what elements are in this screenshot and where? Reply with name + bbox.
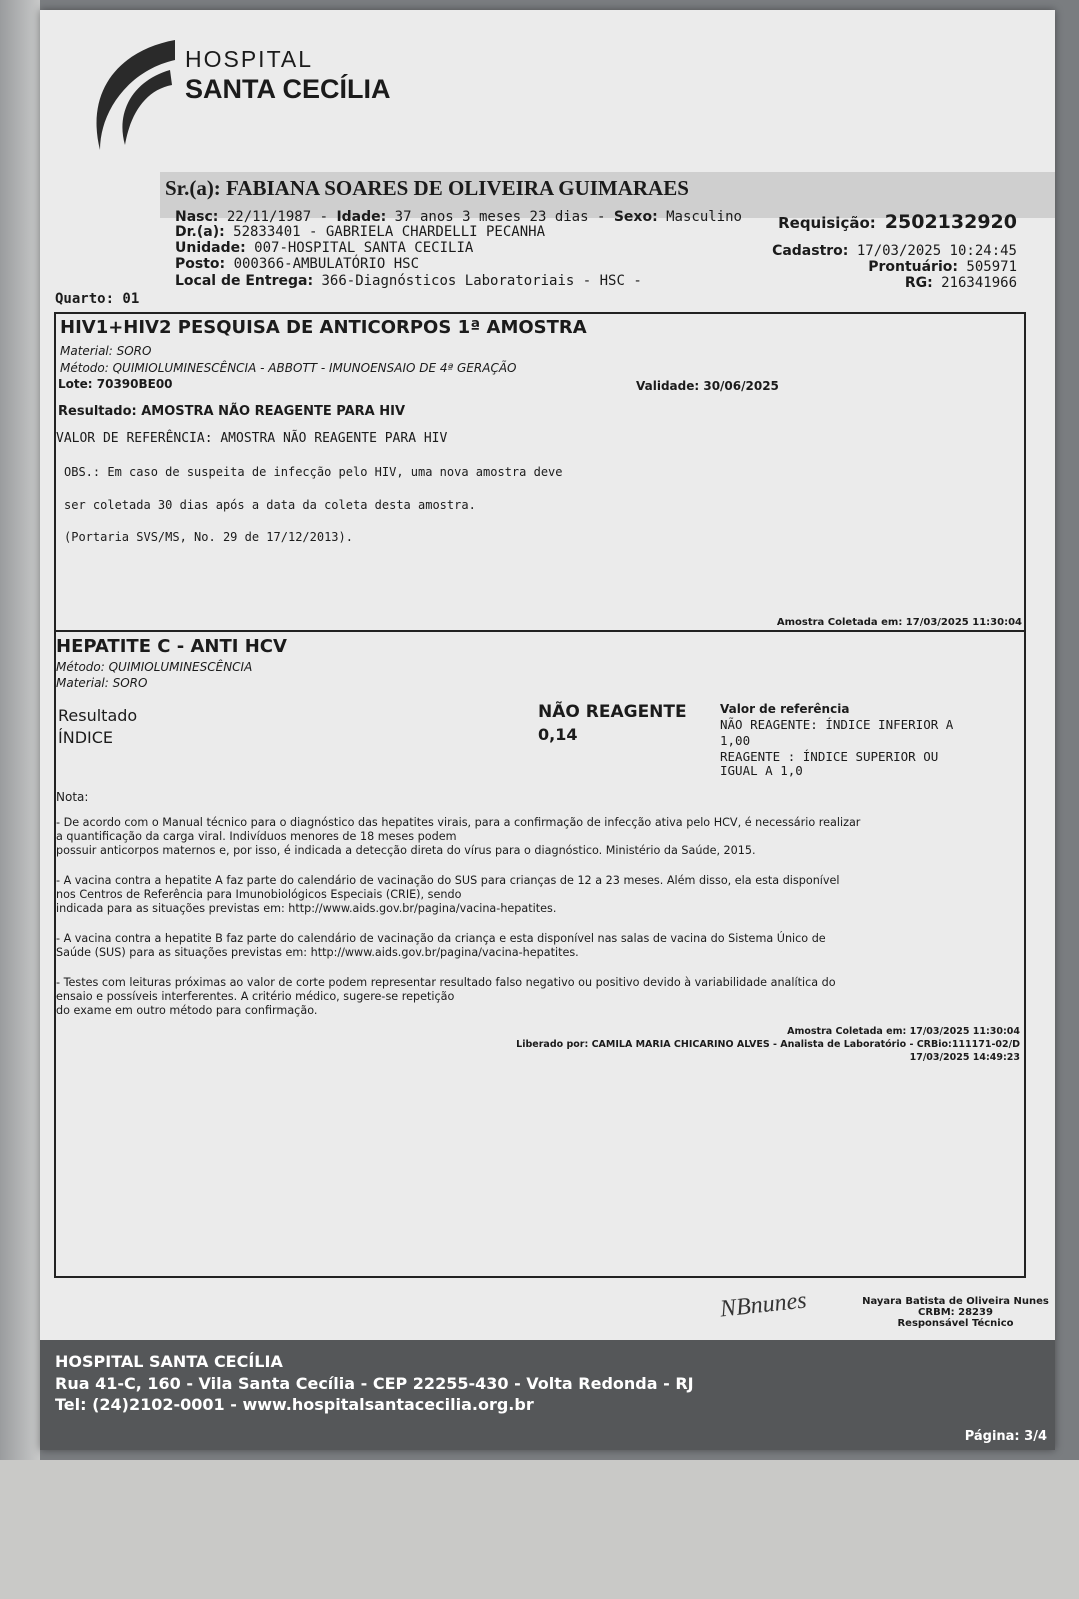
hiv-obs-line3: (Portaria SVS/MS, No. 29 de 17/12/2013). — [64, 530, 353, 544]
page-number: Página: 3/4 — [964, 1429, 1047, 1444]
hiv-obs-line1: OBS.: Em caso de suspeita de infecção pelo HIV, uma nova amostra deve — [64, 465, 563, 479]
hiv-method: Método: QUIMIOLUMINESCÊNCIA - ABBOTT - IMUNOENSAIO DE 4ª GERAÇÃO — [60, 361, 517, 375]
hcv-result-value: NÃO REAGENTE — [538, 702, 687, 722]
record-number: Prontuário: 505971 — [868, 259, 1017, 275]
room-label: Quarto: 01 — [55, 291, 140, 307]
lab-report-page — [40, 10, 1055, 1450]
footer-contact: Tel: (24)2102-0001 - www.hospitalsantacecilia.org.br — [55, 1395, 534, 1414]
note-3: - A vacina contra a hepatite B faz parte do calendário de vacinação da criança e esta disponível nas salas de vacina do Sistema Único de Saúde (SUS) para as situações previstas em: http://www.aids.gov.br/pagina/vacina-hepatites. — [56, 932, 826, 959]
technician-role: Responsável Técnico — [897, 1318, 1014, 1329]
hospital-name-line2: SANTA CECÍLIA — [185, 74, 391, 104]
doctor-line: Dr.(a): 52833401 - GABRIELA CHARDELLI PECANHA — [175, 224, 546, 240]
hcv-collected: Amostra Coletada em: 17/03/2025 11:30:04 — [787, 1026, 1020, 1037]
hcv-ref-line3: REAGENTE : ÍNDICE SUPERIOR OU — [720, 749, 939, 764]
hiv-material: Material: SORO — [60, 344, 152, 358]
registration-date: Cadastro: 17/03/2025 10:24:45 — [772, 243, 1017, 259]
hcv-ref-line1: NÃO REAGENTE: ÍNDICE INFERIOR A — [720, 717, 954, 732]
patient-name: Sr.(a): FABIANA SOARES DE OLIVEIRA GUIMARAES — [165, 176, 689, 200]
hcv-ref-line2: 1,00 — [720, 733, 751, 748]
technician-name: Nayara Batista de Oliveira Nunes — [862, 1296, 1049, 1307]
note-2: - A vacina contra a hepatite A faz parte do calendário de vacinação do SUS para crianças de 12 a 23 meses. Além disso, ela esta disponível nos Centros de Referência para Imunobiológicos Especiais (CRIE), sendo indicada para as situações previstas em: http://www.aids.gov.br/pagina/vacina-hepatites. — [56, 874, 840, 915]
hiv-lot: Lote: 70390BE00 — [58, 377, 173, 391]
hiv-title: HIV1+HIV2 PESQUISA DE ANTICORPOS 1ª AMOSTRA — [60, 317, 587, 338]
technician-crbm: CRBM: 28239 — [918, 1307, 993, 1318]
hospital-name-line1: HOSPITAL — [185, 46, 314, 72]
hospital-logo-icon — [80, 30, 180, 160]
requisition: Requisição: 2502132920 — [778, 211, 1017, 233]
hiv-collected: Amostra Coletada em: 17/03/2025 11:30:04 — [776, 617, 1022, 628]
patient-birth-line: Nasc: 22/11/1987 - Idade: 37 anos 3 meses 23 dias - Sexo: Masculino — [175, 209, 742, 225]
hcv-result-label: Resultado — [58, 706, 138, 725]
hcv-section — [54, 628, 1026, 1278]
footer — [40, 1340, 1055, 1450]
hiv-section — [54, 312, 1026, 632]
hiv-validity: Validade: 30/06/2025 — [636, 379, 779, 393]
hcv-index-label: ÍNDICE — [58, 728, 114, 747]
footer-address: Rua 41-C, 160 - Vila Santa Cecília - CEP 22255-430 - Volta Redonda - RJ — [55, 1374, 694, 1393]
hiv-result: Resultado: AMOSTRA NÃO REAGENTE PARA HIV — [58, 404, 406, 419]
released-by: Liberado por: CAMILA MARIA CHICARINO ALVES - Analista de Laboratório - CRBio:111171-02/D — [516, 1039, 1020, 1050]
unit-line: Unidade: 007-HOSPITAL SANTA CECILIA — [175, 240, 474, 256]
hiv-obs-line2: ser coletada 30 dias após a data da coleta desta amostra. — [64, 498, 476, 512]
delivery-line: Local de Entrega: 366-Diagnósticos Laboratoriais - HSC - — [175, 273, 642, 289]
signature-scribble: NBnunes — [718, 1287, 808, 1323]
technician-block — [858, 1296, 1053, 1329]
hcv-ref-line4: IGUAL A 1,0 — [720, 763, 803, 778]
note-4: - Testes com leituras próximas ao valor de corte podem representar resultado falso negativo ou positivo devido à variabilidade analítica do ensaio e possíveis interferentes. A critério médico, sugere-se repetição do exame em outro método para confirmação. — [56, 976, 836, 1017]
hcv-note-label: Nota: — [56, 790, 89, 804]
note-1: - De acordo com o Manual técnico para o diagnóstico das hepatites virais, para a confirmação de infecção ativa pelo HCV, é necessário realizar a quantificação da carga viral. Indivíduos menores de 18 meses podem possuir anticorpos maternos e, por isso, é indicada a detecção direta do vírus para o diagnóstico. Ministério da Saúde, 2015. — [56, 816, 861, 857]
hcv-title: HEPATITE C - ANTI HCV — [56, 636, 287, 657]
hcv-index-value: 0,14 — [538, 725, 578, 744]
page-edge — [0, 0, 40, 1599]
hiv-reference: VALOR DE REFERÊNCIA: AMOSTRA NÃO REAGENTE PARA HIV — [56, 431, 448, 446]
post-line: Posto: 000366-AMBULATÓRIO HSC — [175, 256, 419, 272]
released-date: 17/03/2025 14:49:23 — [909, 1052, 1020, 1063]
rg-number: RG: 216341966 — [904, 275, 1017, 291]
hcv-method: Método: QUIMIOLUMINESCÊNCIA — [56, 660, 253, 674]
hcv-notes — [56, 816, 1024, 1018]
hcv-material: Material: SORO — [56, 676, 148, 690]
footer-hospital-name: HOSPITAL SANTA CECÍLIA — [55, 1352, 283, 1371]
hcv-ref-title: Valor de referência — [720, 702, 850, 716]
underlying-paper — [0, 1460, 1079, 1599]
